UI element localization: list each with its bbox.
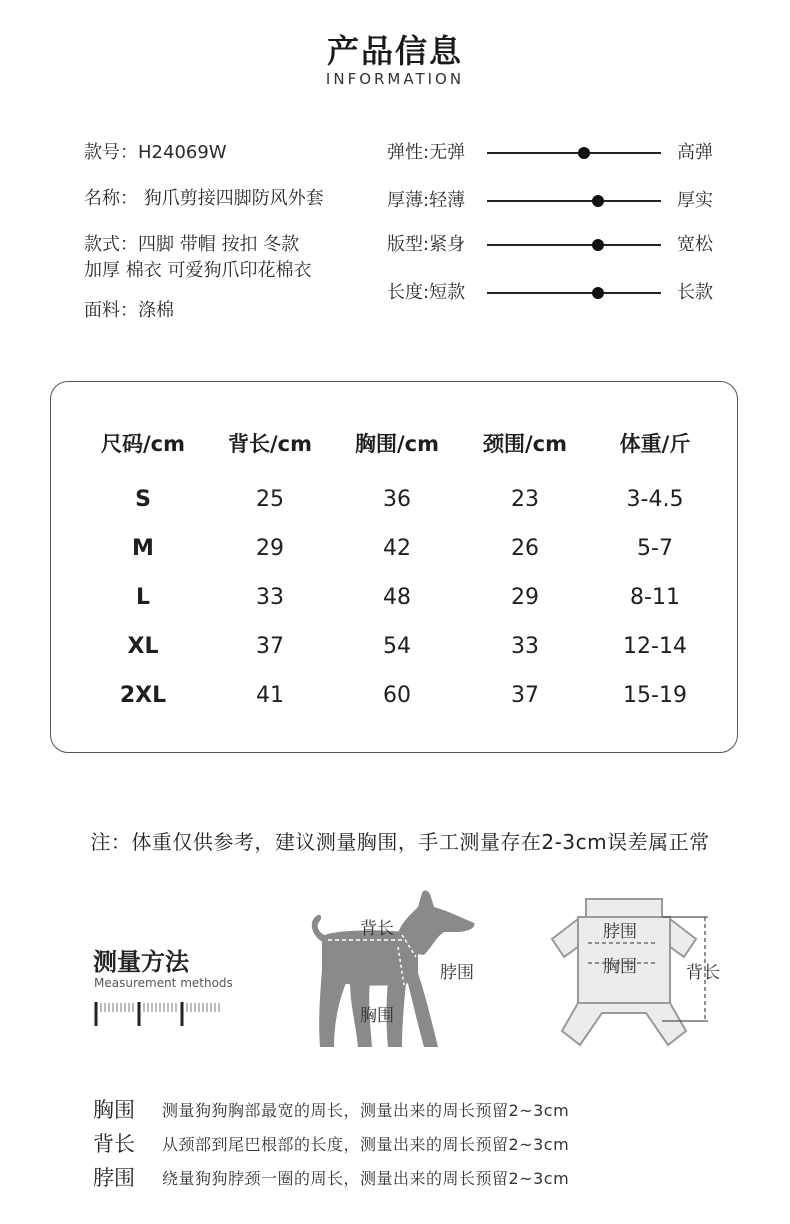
measurement-title: 测量方法	[93, 948, 189, 976]
table-cell: 37	[256, 634, 284, 659]
definition-term-back: 背长	[93, 1132, 135, 1156]
table-cell: 54	[383, 634, 411, 659]
table-cell: 48	[383, 585, 411, 610]
attr-length-knob	[592, 287, 604, 299]
table-cell: 36	[383, 487, 411, 512]
table-cell-size: 2XL	[119, 683, 167, 708]
attr-elasticity-right-label: 高弹	[677, 142, 713, 163]
attr-fit-track	[487, 244, 661, 246]
table-cell: 23	[511, 487, 539, 512]
table-cell: 33	[511, 634, 539, 659]
garment-label-chest: 胸围	[603, 957, 637, 977]
product-style-line-1: 款式：四脚 带帽 按扣 冬款	[84, 234, 300, 255]
attr-thickness-track	[487, 200, 661, 202]
dog-label-chest: 胸围	[360, 1006, 394, 1026]
garment-label-back: 背长	[686, 963, 720, 983]
attr-row-elasticity	[387, 139, 727, 167]
table-cell-size: L	[135, 585, 151, 610]
weight-note: 注：体重仅供参考，建议测量胸围，手工测量存在2-3cm误差属正常	[90, 830, 710, 854]
attr-length-left-label: 长度:短款	[387, 282, 466, 303]
attr-length-track	[487, 292, 661, 294]
table-cell: 8-11	[630, 585, 680, 610]
table-header: 体重/斤	[619, 432, 691, 456]
table-cell-size: M	[132, 536, 154, 561]
ruler-icon	[93, 1000, 223, 1028]
attr-length-right-label: 长款	[677, 282, 713, 303]
definition-text-back: 从颈部到尾巴根部的长度，测量出来的周长预留2~3cm	[162, 1135, 570, 1154]
dog-label-back: 背长	[360, 919, 394, 939]
dog-label-neck: 脖围	[440, 963, 474, 983]
attr-thickness-left-label: 厚薄:轻薄	[387, 190, 466, 211]
table-cell-size: S	[135, 487, 151, 512]
table-cell: 37	[511, 683, 539, 708]
table-cell: 15-19	[623, 683, 687, 708]
table-cell: 5-7	[637, 536, 673, 561]
attr-thickness-knob	[592, 195, 604, 207]
garment-label-neck: 脖围	[603, 922, 637, 942]
definition-text-chest: 测量狗狗胸部最宽的周长，测量出来的周长预留2~3cm	[162, 1101, 570, 1120]
attr-row-length	[387, 279, 727, 307]
definition-term-chest: 胸围	[93, 1098, 135, 1122]
measurement-subtitle: Measurement methods	[94, 976, 233, 990]
attr-fit-left-label: 版型:紧身	[387, 234, 466, 255]
attr-fit-right-label: 宽松	[677, 234, 713, 255]
table-header: 背长/cm	[228, 432, 312, 456]
table-cell: 26	[511, 536, 539, 561]
attr-fit-knob	[592, 239, 604, 251]
attr-row-fit	[387, 231, 727, 259]
table-cell-size: XL	[127, 634, 159, 659]
product-style-line-2: 加厚 棉衣 可爱狗爪印花棉衣	[84, 260, 312, 281]
model-number: 款号：H24069W	[84, 142, 227, 163]
table-cell: 3-4.5	[626, 487, 684, 512]
attr-thickness-right-label: 厚实	[677, 190, 713, 211]
product-name: 名称： 狗爪剪接四脚防风外套	[84, 188, 324, 209]
table-cell: 60	[383, 683, 411, 708]
size-table	[50, 381, 738, 753]
definition-text-neck: 绕量狗狗脖颈一圈的周长，测量出来的周长预留2~3cm	[162, 1169, 570, 1188]
table-cell: 25	[256, 487, 284, 512]
definition-term-neck: 脖围	[93, 1166, 135, 1190]
table-cell: 12-14	[623, 634, 687, 659]
table-cell: 41	[256, 683, 284, 708]
attr-elasticity-knob	[578, 147, 590, 159]
attr-elasticity-left-label: 弹性:无弹	[387, 142, 466, 163]
table-header: 胸围/cm	[355, 432, 439, 456]
attr-row-thickness	[387, 187, 727, 215]
product-fabric: 面料：涤棉	[84, 300, 174, 321]
attr-elasticity-track	[487, 152, 661, 154]
page-subtitle: INFORMATION	[325, 70, 465, 88]
table-cell: 29	[511, 585, 539, 610]
table-cell: 42	[383, 536, 411, 561]
table-cell: 33	[256, 585, 284, 610]
page-title: 产品信息	[326, 32, 463, 70]
table-cell: 29	[256, 536, 284, 561]
table-header: 尺码/cm	[101, 432, 185, 456]
table-header: 颈围/cm	[483, 432, 567, 456]
